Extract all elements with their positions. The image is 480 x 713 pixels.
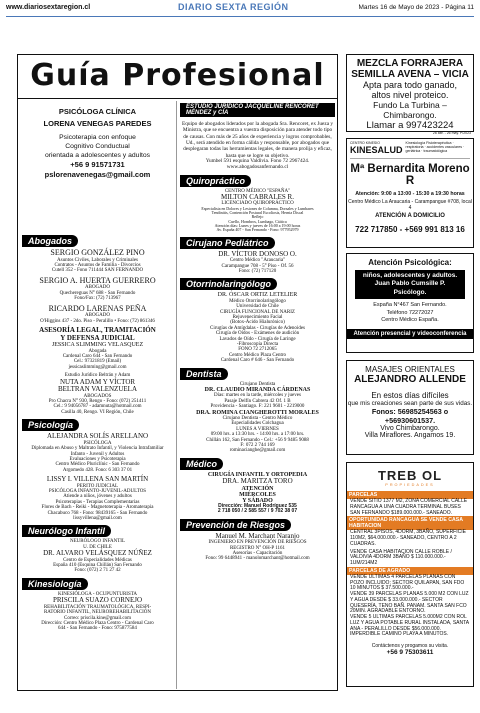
psych-line: Centro Médico Pluriclínic - San Fernando	[55, 462, 140, 468]
kinesalud-home: ATENCIÓN A DOMICILIO	[375, 212, 445, 219]
kine-email[interactable]: Correo: priscila.kine@gmail.com	[64, 615, 131, 621]
neuro-line: Fono: (072) 2 71 27 42	[74, 568, 121, 574]
neurologo-velasquez	[22, 539, 173, 574]
otorrino-line: CIRUGÍA FUNCIONAL DE NARIZ	[220, 309, 295, 315]
quiro-name: MILTON CABRALES R.	[221, 192, 294, 201]
forrajera-ref: 26 abr. - 26 may. P/2023	[432, 131, 471, 135]
forrajera-line5: Fundo La Turbina –Chimbarongo.	[373, 100, 447, 120]
section-quiropractico: Quiropráctico	[180, 175, 251, 187]
otorrino-line: Cirugía de Oídos - Exámenes de audición	[215, 331, 300, 337]
quiro-line: Atención días: Lunes y jueves de 16:00 a 19:00 horas	[214, 223, 301, 229]
otorrino-line: Centro Médico Plaza Centro	[228, 352, 287, 358]
lawyer-name: SERGIO GONZÁLEZ PINO	[50, 248, 145, 257]
cirujano-name: DR. VÍCTOR DONOSO O.	[218, 249, 297, 258]
left-column	[22, 101, 173, 689]
atencion-line: MIÉRCOLES	[239, 491, 276, 498]
dentist-line: Chillán 162, San Fernando - Cel.: +56 9 9485 9088	[206, 437, 309, 443]
dentist-line: F: 072 2 744 169	[240, 443, 275, 449]
asesoria-title: Y DEFENSA JUDICIAL	[60, 333, 135, 342]
dentist-line: Cirujano Dentista - Centro Médico	[222, 416, 293, 422]
dentist-email[interactable]: rominacianghe@gmail.com	[229, 448, 286, 454]
atencion-line: Y SÁBADO	[242, 497, 273, 504]
psi-phone: +56 9 91571731	[70, 160, 125, 170]
medico-name: DRA. MARITZA TORO	[222, 477, 293, 486]
page-date: Martes 16 de Mayo de 2023 - Página 11	[358, 4, 474, 11]
neuro-line: Centro de Especialidades Médicas	[63, 557, 132, 563]
otorrino-line: Médico Otorrinolaringólogo	[229, 298, 286, 304]
section-medico: Médico	[180, 458, 223, 470]
kine-name: PRISCILA SUAZO CORNEJO	[52, 596, 143, 605]
psico-addr: España N°467 San Fernando.	[373, 302, 447, 309]
forrajera-line4: altos nivel proteico.	[371, 90, 449, 100]
otorrino-line: Lavados de Oído - Cirugía de Laringe	[219, 336, 296, 342]
forrajera-phone: Llamar a 997423224	[366, 120, 454, 131]
quiro-line: Cuello, Hombros, Lumbago, Ciática	[228, 218, 287, 224]
dentist-name: DRA. ROMINA CIANGHEROTTI MORALES	[196, 409, 319, 416]
neuro-line: NEURÓLOGO INFANTIL	[69, 539, 126, 545]
kinesalud-brand: KINESALUD	[350, 144, 403, 155]
kinesalud-logo	[350, 142, 403, 155]
quiro-line: Especialista en Dolores y Lesiones de Columna, Dorsales y Lumbares	[201, 205, 314, 211]
otorrino-line: (Botox-Ácido Hialurónico)	[230, 320, 285, 326]
otorrino-line: Cirugías de Amígdalas - Cirugías de Adenoides	[210, 325, 305, 331]
trebol-listing: VENDE 39 PARCELAS PLANAS 5.000 M2 CON LUZ Y AGUA DESDE $ 33.000.000.- SECTOR QUESERÍA, TENO BAÑ. PANAM. SANTA SAN FCO 20MIN. AGRADABLE ENTORNO.	[350, 591, 469, 615]
psicologa-clinica-ad	[22, 107, 173, 231]
psych-line: Psicoterapias - Terapias Complementarias	[55, 499, 140, 505]
psych-line: Flores de Bach - Reiki - Magnetoterapia - Aromaterapia	[41, 505, 154, 511]
psi-email[interactable]: pslorenavenegas@gmail.com	[44, 170, 151, 180]
riesgos-line: INGENIERO EN PREVENCIÓN DE RIESGOS	[208, 540, 307, 546]
trebol-brand: TREB OL	[377, 468, 443, 483]
psico-addr: Teléfono 72272027	[386, 309, 434, 316]
psico-band: Atención presencial y videoconferencia	[347, 329, 473, 339]
quiro-line: LICENCIADO QUIROPRÁCTICO	[221, 201, 294, 207]
psico-addr: Centro Médico España.	[381, 317, 439, 324]
trebol-phone: +56 9 75303611	[386, 649, 434, 656]
lawyer-line: Casilla 40, Rengo. VI Región, Chile	[61, 409, 134, 415]
dentist-line: LUNES A VIERNES	[236, 426, 279, 432]
psych-line: Diplomada en Abuso y Maltrato Infantil, y Violencia Intrafamiliar	[31, 446, 164, 452]
otorrino-line: Cardenal Caro # 646 - San Fernando	[220, 358, 295, 364]
lawyer-name: RICARDO LARENAS PEÑA	[48, 303, 147, 313]
quiro-line: Reflejo	[251, 214, 264, 220]
estudio-juridico-header: ESTUDIO JURÍDICO JACQUELINE RENCORET MÉNDEZ y CÍA	[180, 103, 335, 117]
trebol-contact: Contáctenos y progamos su visita.	[371, 643, 449, 649]
dentist-line: Días: martes en la tarde, miércoles y jueves	[214, 393, 301, 399]
masajes-t2: ALEJANDRO ALLENDE	[354, 374, 466, 385]
lawyer-line: Cutell 352 - Fono 711444 SAN FERNANDO	[51, 268, 144, 274]
abogado-larenas	[22, 305, 173, 324]
psi-line: Psicoterapia con enfoque	[59, 134, 136, 141]
psych-line: Argomedo 428. Fono: 6 303 37 01	[62, 467, 133, 473]
header-rule	[6, 16, 474, 17]
kinesalud-name: Mª Bernardita Moreno R	[350, 162, 470, 187]
dentist-line: Pasaje Delfín Cabrera 42 Of. 1 B	[224, 398, 291, 404]
asesoria-legal	[22, 327, 173, 370]
lawyer-line: Contratos - Asuntos de Familia - Divorcios	[54, 263, 141, 269]
trebol-sub: PROPIEDADES	[385, 483, 435, 487]
trebol-listing: CENTRAL 3PISOS, 4DORM, 3BAÑO, SUPERFICIE 110M2, $64.000.000.- SANEADO, CENTRO A 2 CUADRAS.	[350, 529, 466, 547]
psi-body	[22, 134, 173, 180]
dentist-name: DR. CLAUDIO MIRANDA CÁRDENAS	[204, 386, 311, 393]
psi-line: Cognitivo Conductual	[65, 142, 130, 150]
masajes-t1: MASAJES ORIENTALES	[365, 365, 455, 374]
riesgos-name: Manuel M. Marchant Naranjo	[215, 531, 300, 540]
masajes-l4: Vivo Chimbarongo.	[380, 425, 440, 432]
column-divider	[176, 101, 177, 689]
estudio-beltran-adam	[22, 373, 173, 415]
dentistas	[180, 382, 335, 454]
riesgos-line: REGISTRO N° OH-P 1161	[229, 545, 286, 551]
asesoria-title: ASESORÍA LEGAL, TRAMITACIÓN	[39, 326, 156, 334]
kine-line: 644 - San Fernando - Fono: 975877584	[58, 626, 137, 632]
kinesalud-small: CENTRO KINESIO	[350, 141, 380, 145]
lawyer-line: O'Higgins 437 - 2do. Piso - Peralillo • Fono: (72) 861346	[40, 318, 155, 324]
dentist-line: Especialidades Colchagua	[231, 421, 284, 427]
quiro-line: Av. España 407 - San Fernando - Fono: 977952979	[216, 227, 299, 233]
psico-line2: Juan Pablo Cumsille P.	[374, 280, 446, 288]
lawyer-line: ABOGADO	[85, 285, 110, 291]
lawyer-name: SERGIO A. HUERTA GUERRERO	[39, 275, 156, 285]
psico-address	[347, 302, 473, 324]
section-kinesiologia: Kinesiología	[22, 578, 88, 590]
ad-mezcla-forrajera	[346, 54, 474, 135]
riesgos-line: Fono: 99 6448941 - manolomarchant@hotmail.com	[205, 556, 310, 562]
ad-atencion-psicologica	[346, 253, 474, 353]
kinesalud-hours: Atención: 9:00 a 13:00 - 15:30 a 19:30 horas	[355, 190, 465, 197]
medico-toro	[180, 472, 335, 515]
lawyer-line: Cardenal Caro 644 - San Fernando	[62, 353, 133, 359]
lawyer-line: ABOGADO	[85, 313, 110, 319]
trebol-section-agrado: PARCELAS DE AGRADO	[347, 567, 473, 575]
psico-line3: Psicólogo.	[393, 288, 427, 296]
guia-title: Guía Profesional	[30, 58, 325, 93]
site-url[interactable]: www.diariosextaregion.cl	[6, 4, 91, 11]
trebol-listing: VENDE ULTIMAS 4 PARCELAS PLANAS CON POZO INCLUIDO; SECTOR QUILAPAN, SAN FDO 10 MINUTOS $ 37.500.000.-	[350, 573, 465, 592]
quiro-line: Tendinitis, Contención Postural Escoliosis, Hernia Discal	[211, 210, 304, 216]
lawyer-line: Asuntos Civiles, Laborales y Criminales	[57, 257, 138, 263]
lawyer-name: NUTA ADAM Y VÍCTOR	[59, 377, 136, 386]
psi-title2: LORENA VENEGAS PAREDES	[43, 119, 152, 128]
forrajera-line1: MEZCLA FORRAJERA	[356, 58, 464, 69]
atencion-line: ATENCIÓN	[241, 485, 274, 492]
ad-masajes-orientales	[346, 360, 474, 455]
psico-title: Atención Psicológica:	[368, 258, 452, 267]
medico-atencion	[180, 486, 335, 504]
guia-title-rule	[18, 98, 337, 99]
section-abogados: Abogados	[22, 235, 78, 247]
lawyer-line: Cel.: 97321819 (Email)	[73, 359, 122, 365]
page-header	[6, 2, 474, 15]
masajes-l5: Villa Miraflores. Angamos 19.	[364, 432, 456, 439]
estudio-juridico-address: Yumbel 591 esquina Valdivia. Fono 72 2967424.	[205, 158, 310, 165]
lawyer-name: JESSICA SLIMMING VELASQUEZ	[51, 342, 144, 349]
cirujano-donoso	[180, 251, 335, 275]
masajes-l2: que mis creaciones sean parte de sus vidas.	[347, 400, 473, 407]
section-psicologia: Psicología	[22, 419, 79, 431]
otorrino-line: -Fibroscopía Directa	[236, 342, 279, 348]
kine-line: Dirección: Centro Médico Plaza Centro - Cardenal Caro	[41, 620, 154, 626]
dentist-line: Providencia - Santiago. F: 221 9601 - 2219000	[210, 404, 305, 410]
lawyer-line: Abogada	[88, 348, 107, 354]
kinesalud-tag: Kinesiología Fisioterapéutica · respiratoria · accidentes vasculares · geriátrica · traumatológica	[405, 141, 465, 154]
psicologa-villena	[22, 476, 173, 521]
neuro-line: U. DE CHILE	[83, 544, 112, 550]
right-column	[180, 101, 335, 689]
psych-line: Evaluaciones y Psicoterapia	[69, 456, 126, 462]
section-cirujano: Cirujano Pediátrico	[180, 237, 275, 249]
riesgos-line: Asesorías - Capacitación	[232, 550, 283, 556]
forrajera-line2: SEMILLA AVENA – VICIA	[351, 69, 469, 80]
abogado-huerta	[22, 277, 173, 302]
riesgos-marchant	[180, 533, 335, 562]
kine-line: REHABILITACIÓN TRAUMATOLÓGICA, RESPI-	[43, 604, 152, 610]
dentist-line: 09:00 hrs. a 13:30 hrs. - 14:00 hrs. a 17:00 hrs.	[210, 432, 305, 438]
guia-profesional	[17, 54, 338, 691]
masajes-l1: En estos días difíciles	[371, 391, 449, 400]
psicologa-solis	[22, 433, 173, 473]
section-otorrino: Otorrinolaringólogo	[180, 278, 277, 290]
psych-line: Chacabuco 768 - Fono: 98439165 - San Fernando	[47, 510, 148, 516]
cirujano-line: Centro Médico "Araucaria"	[229, 258, 286, 264]
abogado-gonzalez	[22, 249, 173, 274]
otorrino-ortiz	[180, 292, 335, 363]
lawyer-line: Quechereguas N° 688 - San Fernando	[59, 290, 136, 296]
estudio-juridico-web[interactable]: www.abogadosanfernando.cl	[226, 163, 289, 170]
lawyer-line: ABOGADOS	[83, 393, 112, 399]
medico-phones: 2 718 050 / 2 585 557 / 9 702 38 07	[217, 508, 298, 515]
otorrino-line: Rejuvenecimiento Facial	[232, 315, 283, 321]
quiropractico-cabrales	[180, 189, 335, 233]
otorrino-name: DR. ÓSCAR ORTIZ LETELIER	[217, 292, 298, 299]
lawyer-name: BELTRAN VALENZUELA	[57, 385, 137, 394]
section-neurologo: Neurólogo Infantil	[22, 525, 111, 537]
trebol-section-parcelas: PARCELAS	[347, 491, 473, 499]
psych-email[interactable]: lissyvillena@gmail.com	[73, 515, 122, 521]
kinesiologa-suazo	[22, 592, 173, 632]
kinesalud-logo-row	[347, 139, 473, 158]
medico-dir: Dirección: Manuel Rodríguez 535	[218, 502, 297, 509]
cirujano-line: Fono: (72) 717120	[238, 269, 277, 275]
lawyer-line: Cel.: 9 94056787 - adamnuta@hotmail.com	[53, 404, 142, 410]
psi-line: orientada a adolescentes y adultos	[44, 151, 151, 159]
psico-line1: niños, adolescentes y adultos.	[362, 272, 458, 279]
masajes-phones: Fonos: 56985254563 o +56930601537.	[371, 407, 449, 425]
psych-line: PSICÓLOGA INFANTO-JUVENIL-ADULTOS	[48, 489, 147, 494]
trebol-listing: VENDE 5 ULTIMAS PARCELAS 5.000M2 CON ROL LUZ Y AGUA POTABLE RURAL INSTALADA, SANTA ANA - PERALILLO DESDE $56.000.000. IMPERDIBLE CAMINO PLAYA A MINUTOS.	[350, 614, 469, 638]
kine-line: RATORIO INFANTIL, NEUROREHABILITACIÓN	[43, 610, 152, 616]
medico-line: CIRUGÍA INFANTIL Y ORTOPEDIA	[207, 471, 308, 478]
newspaper-name: DIARIO SEXTA REGIÓN	[178, 2, 289, 12]
neuro-line: España 410 (Esquina Chillán) San Fernando	[53, 563, 142, 569]
trebol-listing: VENDE CASA HABITACION CALLE ROBLE / VALDIVIA 4DORM 3BAÑO $ 110.000.000.- 1UM/214M2	[350, 548, 452, 566]
quiro-line: CENTRO MÉDICO "ESPAÑA"	[224, 188, 291, 194]
trebol-section-rancagua: OPORTUNIDAD RANCAGUA SE VENDE CASA HABITACION	[347, 516, 473, 530]
trebol-logo	[347, 468, 473, 487]
dentist-line: Cirujano Dentista	[239, 381, 276, 387]
kinesalud-center: Centro Médico La Araucaria - Carampangue #708, local 4	[348, 198, 472, 211]
ad-kinesalud	[346, 138, 474, 248]
neuro-name: DR. ALVARO VELÁSQUEZ NÚÑEZ	[43, 549, 152, 558]
psych-line: PERITO JUDICIAL	[76, 483, 119, 489]
cirujano-line: Carampangue 708 - 5° Piso - Of. 56	[221, 263, 294, 269]
trebol-listing: VENDE SITIO 1377 M2, ZONA COMERCIAL CALLE RANCAGUA A UNA CUADRA TERMINAL BUSES SAN FERNANDO $189.000.000.- SANEADO.	[350, 498, 468, 516]
kine-line: KINESIÓLOGA - OCUPUNTURISTA	[57, 591, 138, 597]
lawyer-line: Fono/Fax: (72) 713967	[74, 296, 121, 302]
kinesalud-phones: 722 717850 - +569 991 813 16	[355, 224, 465, 234]
lawyer-line: Estudio Jurídico Beltrán y Adam	[64, 373, 131, 379]
section-dentista: Dentista	[180, 368, 228, 380]
otorrino-line: Universidad de Chile	[236, 304, 279, 310]
psych-line: PSICÓLOGA	[83, 440, 112, 446]
psych-line: Atiende a niños, jóvenes y adultos	[63, 494, 132, 500]
psi-title1: PSICÓLOGA CLÍNICA	[58, 107, 137, 116]
psych-name: LISSY I. VILLENA SAN MARTÍN	[46, 475, 149, 484]
psych-name: ALEJANDRA SOLÍS ARELLANO	[46, 432, 149, 441]
psico-black-box	[355, 270, 465, 299]
section-riesgos: Prevención de Riesgos	[180, 519, 291, 531]
lawyer-email[interactable]: jessicaslimming@gmail.com	[68, 364, 127, 370]
lawyer-line: Pro Chacra N° 930, Rengo - Fono: (072) 251411	[48, 399, 147, 404]
psych-line: Infanto - Juvenil y Adultos	[70, 451, 125, 457]
forrajera-line3: Apta para todo ganado,	[362, 80, 458, 90]
otorrino-line: FONO 72 2712065	[238, 347, 277, 353]
ad-trebol-propiedades	[346, 462, 474, 687]
estudio-juridico-body: Equipo de abogados liderados por la abogada Sra. Rencoret, ex Jueza y Ministra, que se encuentra a vuestra disposición para atender todo tipo de causas. Con más de 25 años de experiencia y logros comprobables, Ud., será atendido en forma cálida y responsable, por abogados que desplegaran todas las herramientas legales, de manera prolija y eficaz, hasta que se logre su objetivo.	[181, 121, 334, 159]
